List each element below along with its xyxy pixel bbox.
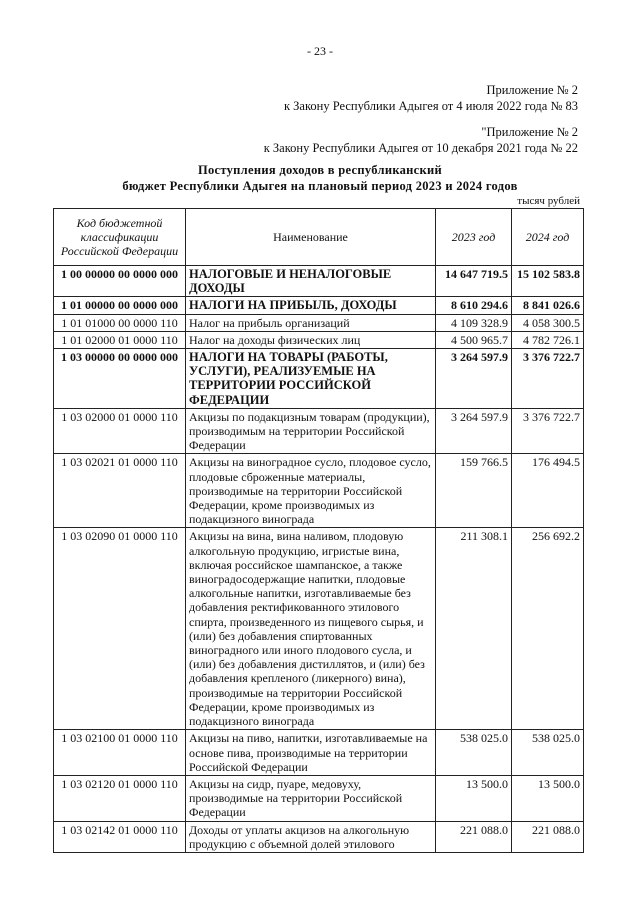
row-value-2024: 538 025.0 [512,730,584,776]
table-body [54,266,584,853]
row-code: 1 03 02021 01 0000 110 [54,454,186,528]
row-value-2023: 211 308.1 [436,528,512,730]
table-row [54,775,584,821]
row-code: 1 03 02120 01 0000 110 [54,775,186,821]
units-label: тысяч рублей [517,195,580,207]
row-name: Акцизы на вина, вина наливом, плодовую алкогольную продукцию, игристые вина, включая российское шампанское, а также виноградосодержащие напитки, плодовые алкогольные напитки, изготавливаемые без добавления ректификованного этилового спирта, произведенного из пищевого сырья, и (или) без добавления спиртованных виноградного или иного плодового сусла, и (или) без добавления дистиллятов, и (или) без добавления крепленого (ликерного) вина), производимые на территории Российской Федерации, кроме производимых из подакцизного винограда [186,528,436,730]
table-row [54,528,584,730]
row-value-2024: 4 058 300.5 [512,314,584,331]
table-row [54,266,584,297]
row-name: Акцизы на виноградное сусло, плодовое сусло, плодовые сброженные материалы, производимые на территории Российской Федерации, кроме производимых из подакцизного винограда [186,454,436,528]
row-name: Акцизы на сидр, пуаре, медовуху, производимые на территории Российской Федерации [186,775,436,821]
row-value-2023: 3 264 597.9 [436,408,512,454]
document-title-line-1: Поступления доходов в республиканский [197,163,443,177]
table-row [54,821,584,852]
table-row [54,331,584,348]
appendix-current [284,82,578,114]
table-row [54,408,584,454]
table-row [54,297,584,314]
row-code: 1 01 01000 00 0000 110 [54,314,186,331]
row-value-2024: 15 102 583.8 [512,266,584,297]
appendix-original-law: к Закону Республики Адыгея от 10 декабря 2021 года № 22 [263,141,578,155]
row-code: 1 01 00000 00 0000 000 [54,297,186,314]
row-value-2024: 221 088.0 [512,821,584,852]
row-code: 1 03 02142 01 0000 110 [54,821,186,852]
table-row [54,730,584,776]
page-number: - 23 - [307,44,333,58]
table-header-row [54,209,584,266]
header-name: Наименование [186,209,436,266]
row-name: НАЛОГОВЫЕ И НЕНАЛОГОВЫЕ ДОХОДЫ [186,266,436,297]
row-value-2024: 4 782 726.1 [512,331,584,348]
header-2024: 2024 год [512,209,584,266]
row-value-2023: 221 088.0 [436,821,512,852]
row-code: 1 03 02100 01 0000 110 [54,730,186,776]
appendix-current-law: к Закону Республики Адыгея от 4 июля 2022 года № 83 [283,99,578,113]
appendix-original [264,124,578,156]
row-value-2023: 8 610 294.6 [436,297,512,314]
document-title-line-2: бюджет Республики Адыгея на плановый период 2023 и 2024 годов [122,179,518,193]
row-code: 1 03 02000 01 0000 110 [54,408,186,454]
row-value-2023: 14 647 719.5 [436,266,512,297]
row-value-2024: 256 692.2 [512,528,584,730]
row-value-2023: 538 025.0 [436,730,512,776]
row-code: 1 00 00000 00 0000 000 [54,266,186,297]
table-row [54,349,584,409]
header-2023: 2023 год [436,209,512,266]
row-name: Акцизы по подакцизным товарам (продукции), производимым на территории Российской Федерации [186,408,436,454]
row-code: 1 03 00000 00 0000 000 [54,349,186,409]
row-name: Акцизы на пиво, напитки, изготавливаемые на основе пива, производимые на территории Российской Федерации [186,730,436,776]
row-name: Доходы от уплаты акцизов на алкогольную продукцию с объемной долей этилового [186,821,436,852]
table-row [54,314,584,331]
row-name: Налог на прибыль организаций [186,314,436,331]
row-name: НАЛОГИ НА ТОВАРЫ (РАБОТЫ, УСЛУГИ), РЕАЛИЗУЕМЫЕ НА ТЕРРИТОРИИ РОССИЙСКОЙ ФЕДЕРАЦИИ [186,349,436,409]
row-value-2024: 13 500.0 [512,775,584,821]
row-value-2023: 3 264 597.9 [436,349,512,409]
row-value-2023: 4 500 965.7 [436,331,512,348]
row-value-2024: 176 494.5 [512,454,584,528]
row-value-2024: 3 376 722.7 [512,408,584,454]
header-code: Код бюджетной классификации Российской Федерации [54,209,186,266]
row-value-2023: 13 500.0 [436,775,512,821]
document-title [0,162,640,194]
appendix-original-title: "Приложение № 2 [481,125,578,139]
row-name: Налог на доходы физических лиц [186,331,436,348]
revenue-table [53,208,584,853]
row-value-2024: 3 376 722.7 [512,349,584,409]
row-value-2023: 4 109 328.9 [436,314,512,331]
row-code: 1 03 02090 01 0000 110 [54,528,186,730]
table-row [54,454,584,528]
row-code: 1 01 02000 01 0000 110 [54,331,186,348]
row-value-2023: 159 766.5 [436,454,512,528]
row-name: НАЛОГИ НА ПРИБЫЛЬ, ДОХОДЫ [186,297,436,314]
appendix-current-title: Приложение № 2 [486,83,578,97]
row-value-2024: 8 841 026.6 [512,297,584,314]
